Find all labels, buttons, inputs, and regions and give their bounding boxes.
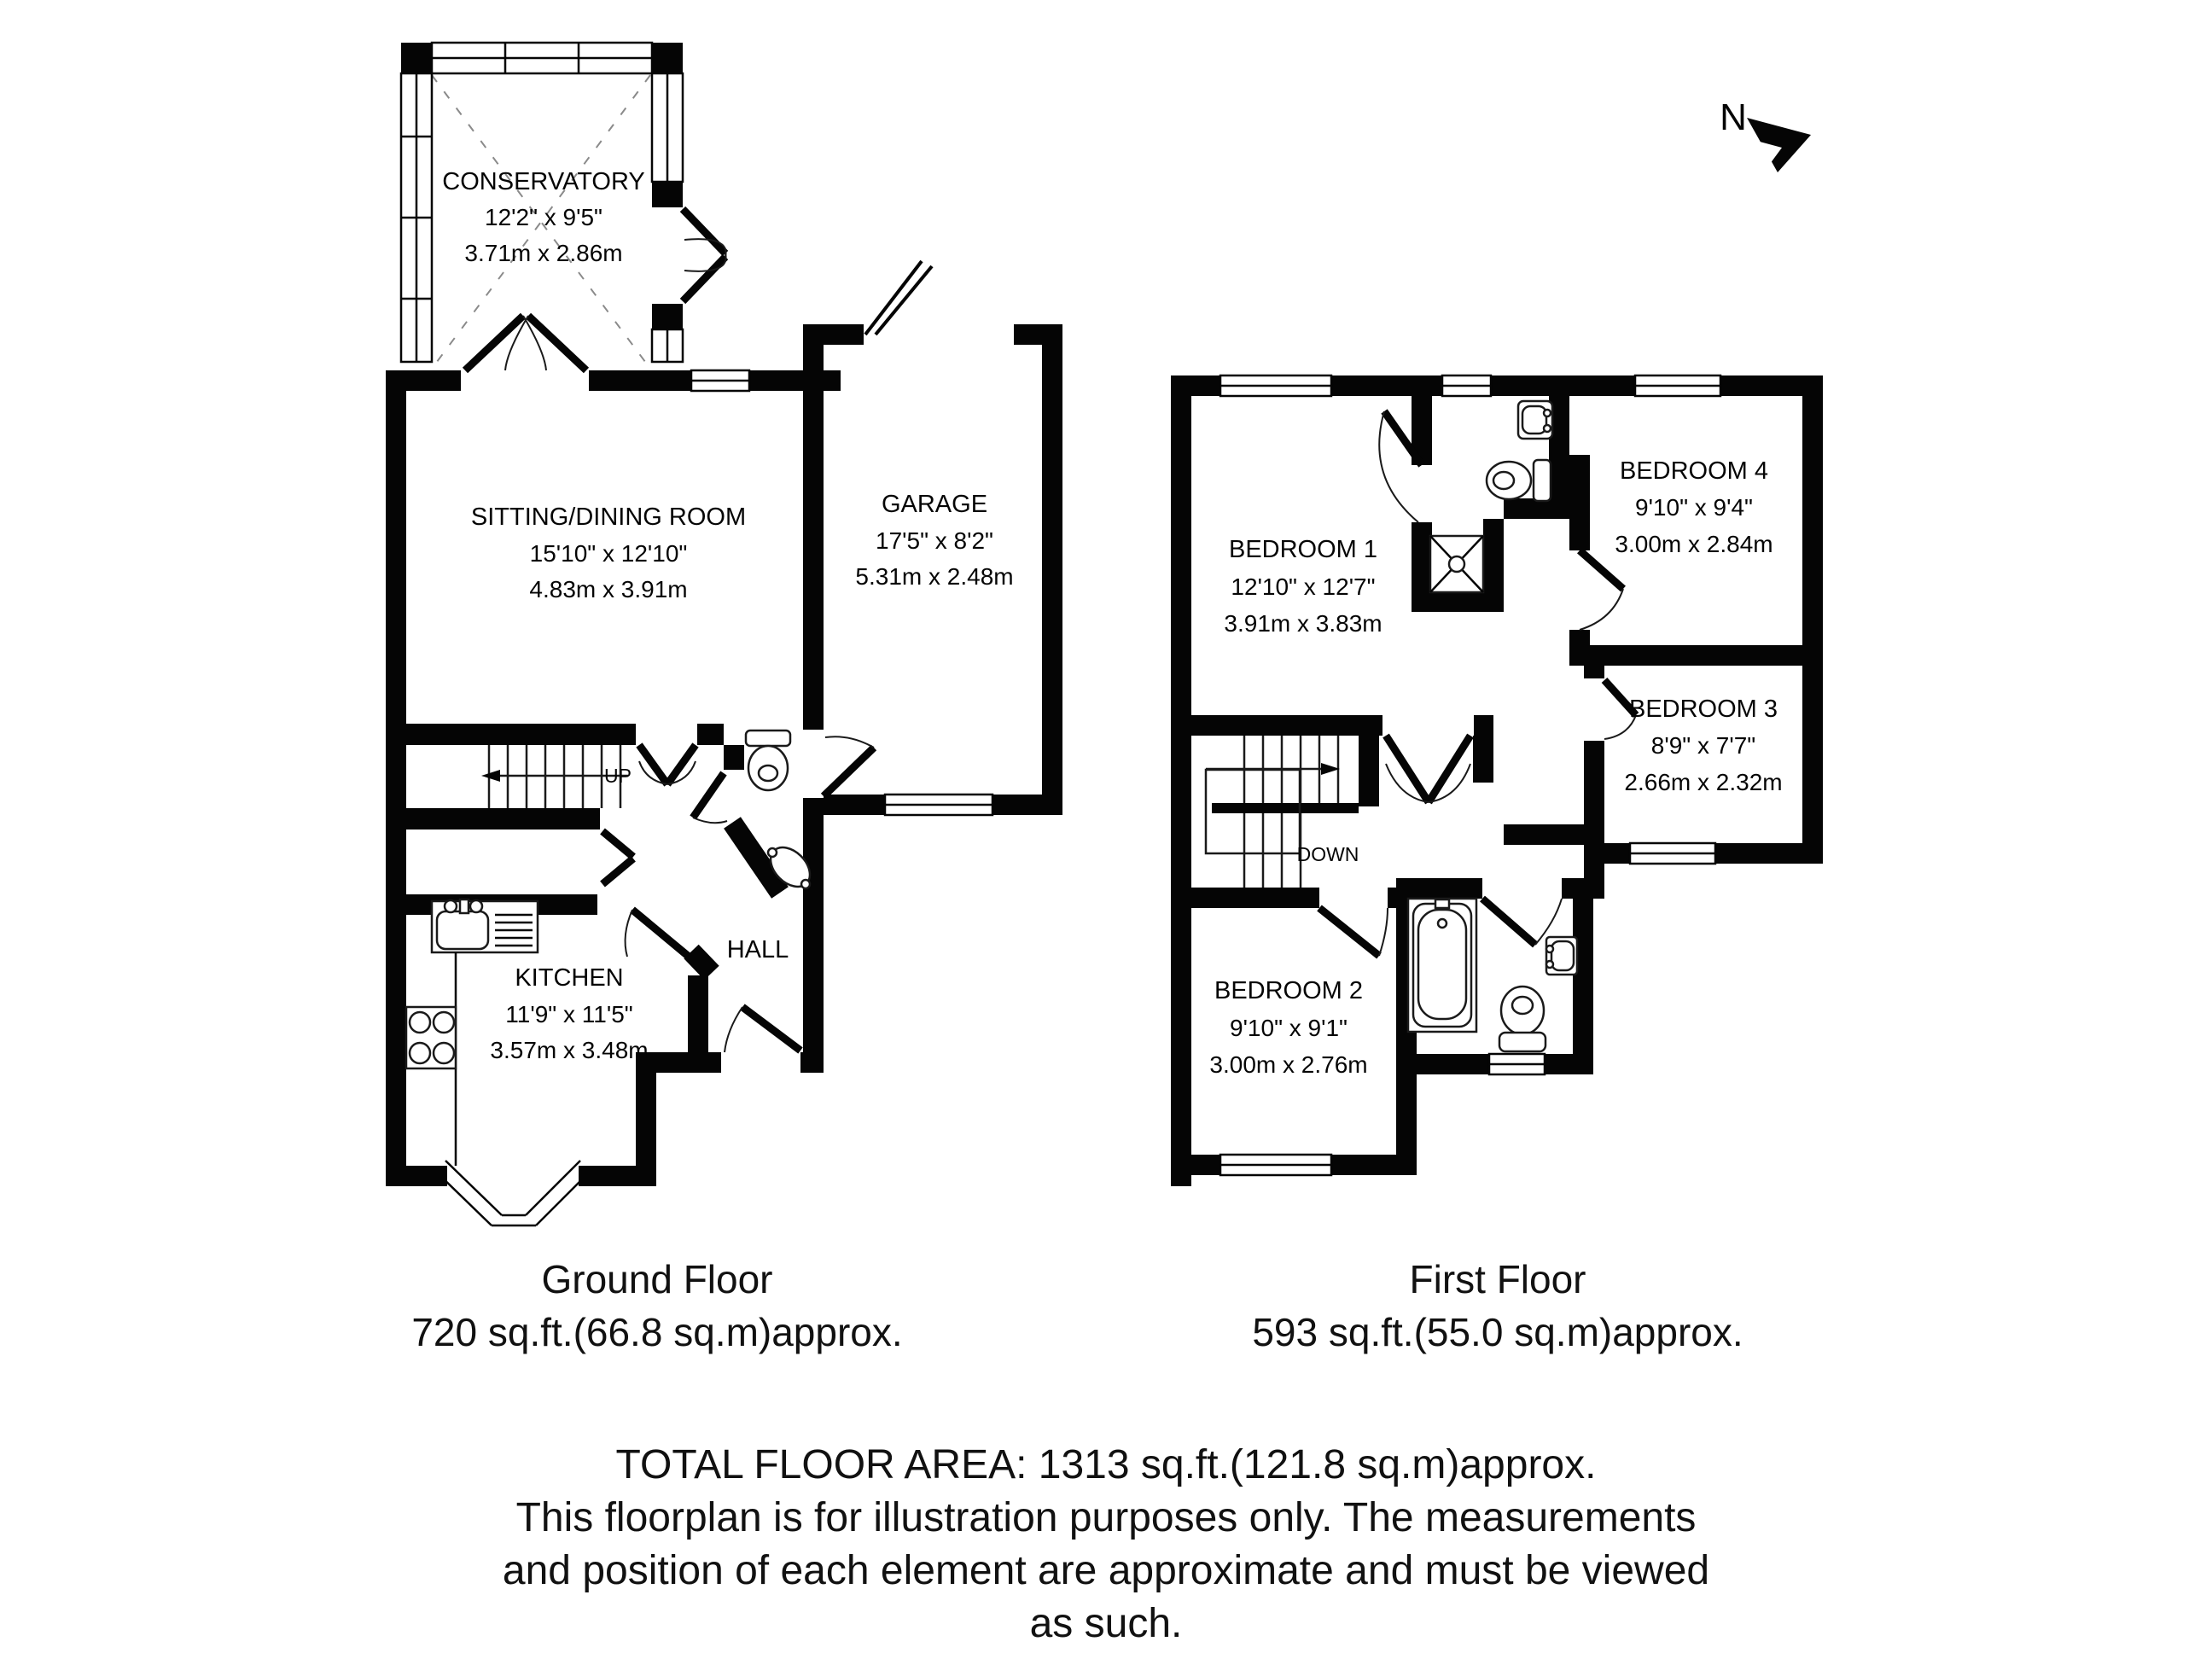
svg-text:9'10" x 9'1": 9'10" x 9'1" xyxy=(1230,1015,1348,1041)
bathroom-sink xyxy=(1546,937,1577,975)
svg-text:15'10" x 12'10": 15'10" x 12'10" xyxy=(529,540,688,567)
svg-text:9'10" x 9'4": 9'10" x 9'4" xyxy=(1635,494,1753,521)
french-door xyxy=(683,209,726,301)
kitchen-hob xyxy=(406,952,456,1166)
svg-text:12'10" x 12'7": 12'10" x 12'7" xyxy=(1231,573,1376,600)
svg-text:3.57m x 3.48m: 3.57m x 3.48m xyxy=(490,1037,649,1063)
svg-text:3.00m x 2.84m: 3.00m x 2.84m xyxy=(1615,531,1773,557)
bathroom-toilet xyxy=(1499,987,1545,1051)
room-label-bedroom3 xyxy=(1624,696,1782,795)
wc-door xyxy=(693,773,727,823)
kitchen-door xyxy=(626,910,688,957)
bedroom2-door xyxy=(1319,908,1388,956)
footer-block xyxy=(503,1442,1709,1646)
svg-text:11'9" x 11'5": 11'9" x 11'5" xyxy=(505,1001,633,1027)
bedroom2-window xyxy=(1220,1155,1331,1175)
svg-text:BEDROOM 4: BEDROOM 4 xyxy=(1619,457,1769,485)
stairs-down-label: DOWN xyxy=(1296,843,1359,865)
first-floor-plan xyxy=(1171,375,1823,1186)
svg-text:3.91m x 3.83m: 3.91m x 3.83m xyxy=(1224,610,1382,637)
ground-floor-caption: Ground Floor xyxy=(541,1257,773,1301)
stairs-up-label: UP xyxy=(604,765,632,787)
bath xyxy=(1408,899,1476,1032)
svg-text:3.71m x 2.86m: 3.71m x 2.86m xyxy=(464,240,623,266)
svg-text:12'2" x 9'5": 12'2" x 9'5" xyxy=(485,204,602,230)
svg-text:SITTING/DINING ROOM: SITTING/DINING ROOM xyxy=(470,504,747,531)
svg-text:8'9" x 7'7": 8'9" x 7'7" xyxy=(1650,732,1756,759)
ground-walls xyxy=(386,324,1062,1186)
bedroom4-door xyxy=(1580,550,1623,630)
svg-text:4.83m x 3.91m: 4.83m x 3.91m xyxy=(529,576,688,602)
room-label-kitchen xyxy=(490,964,648,1063)
svg-text:KITCHEN: KITCHEN xyxy=(515,964,624,992)
garage-window xyxy=(885,795,992,815)
garage-door xyxy=(865,261,932,335)
room-label-conservatory xyxy=(442,168,644,266)
kitchen-bay-window xyxy=(432,1161,594,1225)
hall-to-garage-door xyxy=(824,736,874,796)
kitchen-sink xyxy=(432,899,538,952)
ensuite-toilet xyxy=(1487,460,1551,501)
bathroom-window xyxy=(1489,1054,1545,1074)
room-label-garage xyxy=(855,491,1013,590)
room-label-bedroom4 xyxy=(1615,457,1773,557)
first-floor-caption: First Floor xyxy=(1409,1257,1586,1301)
svg-text:CONSERVATORY: CONSERVATORY xyxy=(442,168,645,195)
bedroom4-window xyxy=(1635,375,1720,396)
compass-arrow-icon xyxy=(1747,118,1811,172)
svg-text:2.66m x 2.32m: 2.66m x 2.32m xyxy=(1624,769,1783,795)
disclaimer-line-2: and position of each element are approximate and must be viewed xyxy=(502,1548,1710,1593)
svg-text:17'5" x 8'2": 17'5" x 8'2" xyxy=(876,527,993,554)
front-door xyxy=(725,1007,800,1052)
ground-floor-plan xyxy=(386,43,1062,1225)
svg-text:3.00m x 2.76m: 3.00m x 2.76m xyxy=(1209,1051,1368,1078)
svg-text:5.31m x 2.48m: 5.31m x 2.48m xyxy=(855,563,1014,590)
bedroom1-window xyxy=(1220,375,1331,396)
svg-text:BEDROOM 1: BEDROOM 1 xyxy=(1228,536,1378,563)
total-floor-area: TOTAL FLOOR AREA: 1313 sq.ft.(121.8 sq.m)approx. xyxy=(615,1442,1597,1487)
room-label-bedroom2 xyxy=(1209,977,1367,1078)
understairs-door xyxy=(602,831,633,884)
bedroom1-double-door xyxy=(1386,736,1470,802)
first-floor-area: 593 sq.ft.(55.0 sq.m)approx. xyxy=(1252,1310,1743,1354)
svg-text:GARAGE: GARAGE xyxy=(881,491,988,518)
ensuite-sink xyxy=(1518,401,1552,439)
ensuite-window xyxy=(1442,375,1491,396)
compass-north-label: N xyxy=(1720,96,1747,138)
bedroom3-window xyxy=(1630,843,1715,864)
room-label-sitting-dining xyxy=(471,504,746,602)
room-label-bedroom1 xyxy=(1224,536,1382,637)
svg-text:BEDROOM 3: BEDROOM 3 xyxy=(1628,696,1778,723)
room-label-hall: HALL xyxy=(726,936,789,963)
floor-captions xyxy=(411,1257,1743,1354)
ground-floor-area: 720 sq.ft.(66.8 sq.m)approx. xyxy=(411,1310,903,1354)
disclaimer-line-1: This floorplan is for illustration purposes only. The measurements xyxy=(515,1495,1697,1540)
conservatory-double-door xyxy=(461,316,589,391)
wc-toilet xyxy=(746,731,790,790)
sitting-to-hall-door xyxy=(639,745,696,784)
shower xyxy=(1430,536,1483,592)
sitting-room-window xyxy=(691,370,749,391)
svg-text:BEDROOM 2: BEDROOM 2 xyxy=(1214,977,1364,1004)
compass xyxy=(1720,96,1811,172)
disclaimer-line-3: as such. xyxy=(1029,1601,1183,1646)
